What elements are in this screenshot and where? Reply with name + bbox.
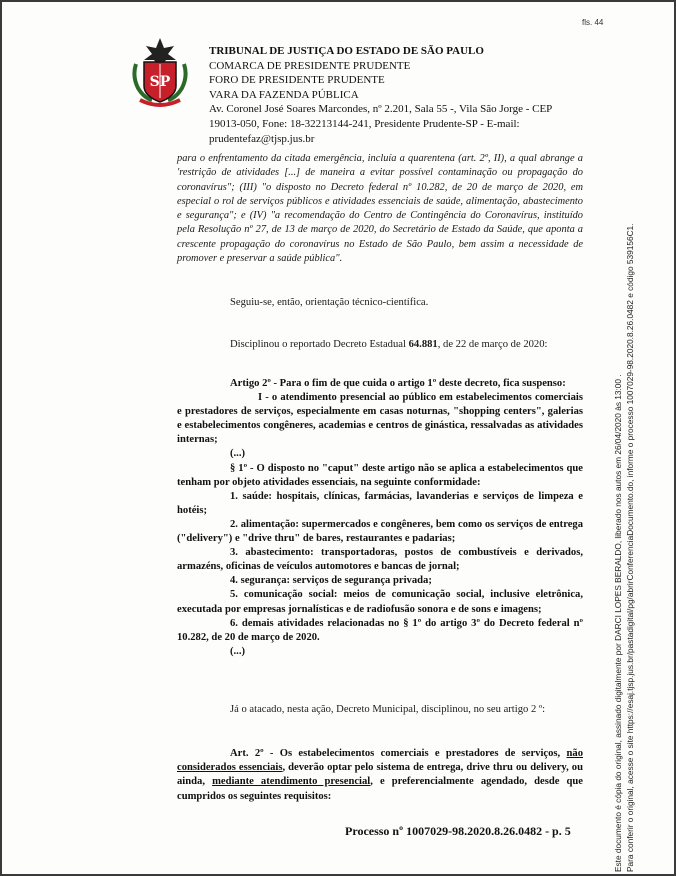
address-line-1: Av. Coronel José Soares Marcondes, nº 2.201, Sala 55 -, Vila São Jorge - CEP — [209, 103, 553, 116]
decree-item-2: 2. alimentação: supermercados e congêneres, bem como os serviços de entrega ("delivery") e "drive thru" de bares, restaurantes e padarias; — [177, 518, 583, 545]
decree-item-6: 6. demais atividades relacionadas no § 1º do artigo 3º do Decreto federal nº 10.282, de 20 de março de 2020. — [177, 617, 583, 643]
paragraph-municipal: Já o atacado, nesta ação, Decreto Municipal, disciplinou, no seu artigo 2 º: — [230, 704, 546, 715]
quoted-paragraph: para o enfrentamento da citada emergência, incluía a quarentena (art. 2º, II), a qual abrange a 'restrição de atividades [...] de maneira a evitar possível contaminação ou propagação do coronavírus"; (III) "o disposto no Decreto federal nº 10.282, de 20 de março de 2020, em especial o rol de serviços públicos e atividades essenciais de saúde, alimentação, abastecimento e segurança"; e (IV) "a recomendação do Centro de Contingência do Coronavírus, instituído pela Resolução nº 27, de 13 de março de 2020, do Secretário de Estado da Saúde, que aponta a crescente propagação do coronavírus no Estado de São Paulo, bem assim a necessidade de promover e preservar a saúde pública". — [177, 153, 583, 265]
underlined-text: não considerados essenciais — [177, 748, 583, 774]
court-header — [209, 44, 599, 146]
page-number-label: fls. 44 — [582, 18, 604, 27]
digital-signature-note — [612, 142, 636, 872]
underlined-text: mediante atendimento presencial — [212, 776, 371, 788]
decree-item-5: 5. comunicação social: meios de comunicação social, inclusive eletrônica, executada por empresas jornalísticas e de radiofusão sonora e de sons e imagens; — [177, 589, 583, 615]
vara-line: VARA DA FAZENDA PÚBLICA — [209, 88, 359, 101]
paragraph-seguiu: Seguiu-se, então, orientação técnico-científica. — [230, 297, 429, 308]
comarca-line: COMARCA DE PRESIDENTE PRUDENTE — [209, 59, 411, 72]
document-page — [2, 2, 674, 874]
decree-inciso-1: I - o atendimento presencial ao público em estabelecimentos comerciais e prestadores de serviços, especialmente em casas noturnas, "shopping centers", galerias e estabelecimentos congêneres, academias e centros de ginástica, ressalvadas as atividades internas; — [177, 392, 583, 446]
decree-article-2: Artigo 2º - Para o fim de que cuida o artigo 1º deste decreto, fica suspenso: — [230, 378, 566, 389]
svg-text:SP: SP — [149, 74, 171, 90]
ellipsis: (...) — [230, 448, 246, 460]
decree-number: 64.881 — [408, 339, 438, 350]
email-line: prudentefaz@tjsp.jus.br — [209, 132, 315, 145]
signature-line-2: Para conferir o original, acesse o site https://esaj.tjsp.jus.br/pastadigital/pg/abrirConferenciaDocumento.do, informe o processo 1007029-98.2020.8.26.0482 e código 539156C1. — [625, 223, 635, 872]
decree-item-4: 4. segurança: serviços de segurança privada; — [230, 575, 432, 587]
decree-paragraph-1: § 1º - O disposto no "caput" deste artigo não se aplica a estabelecimentos que tenham por objeto atividades essenciais, na seguinte conformidade: — [177, 462, 583, 488]
process-footer: Processo nº 1007029-98.2020.8.26.0482 - p. 5 — [345, 824, 571, 838]
state-decree-citation — [177, 377, 583, 659]
decree-item-1: 1. saúde: hospitais, clínicas, farmácias, lavanderias e serviços de limpeza e hotéis; — [177, 490, 583, 516]
foro-line: FORO DE PRESIDENTE PRUDENTE — [209, 74, 385, 87]
decree-item-3: 3. abastecimento: transportadoras, postos de combustíveis e derivados, armazéns, oficinas de veículos automotores e bancas de jornal; — [177, 547, 583, 573]
sao-paulo-seal-icon — [130, 36, 190, 110]
municipal-decree-article: Art. 2º - Os estabelecimentos comerciais e prestadores de serviços, não considerados essenciais, deverão optar pelo sistema de entrega, drive thru ou delivery, ou ainda, mediante atendimento presencial, e preferencialmente agendado, desde que cumpridos os seguintes requisitos: — [177, 748, 584, 802]
ellipsis: (...) — [230, 645, 246, 657]
court-name: TRIBUNAL DE JUSTIÇA DO ESTADO DE SÃO PAULO — [209, 45, 484, 57]
address-line-2: 19013-050, Fone: 18-32213144-241, Presidente Prudente-SP - E-mail: — [209, 117, 520, 130]
paragraph-disciplinou: Disciplinou o reportado Decreto Estadual 64.881, de 22 de março de 2020: — [230, 339, 548, 350]
signature-line-1: Este documento é cópia do original, assinado digitalmente por DARCI LOPES BERALDO, liberado nos autos em 26/04/2020 às 13:00 . — [613, 374, 623, 872]
